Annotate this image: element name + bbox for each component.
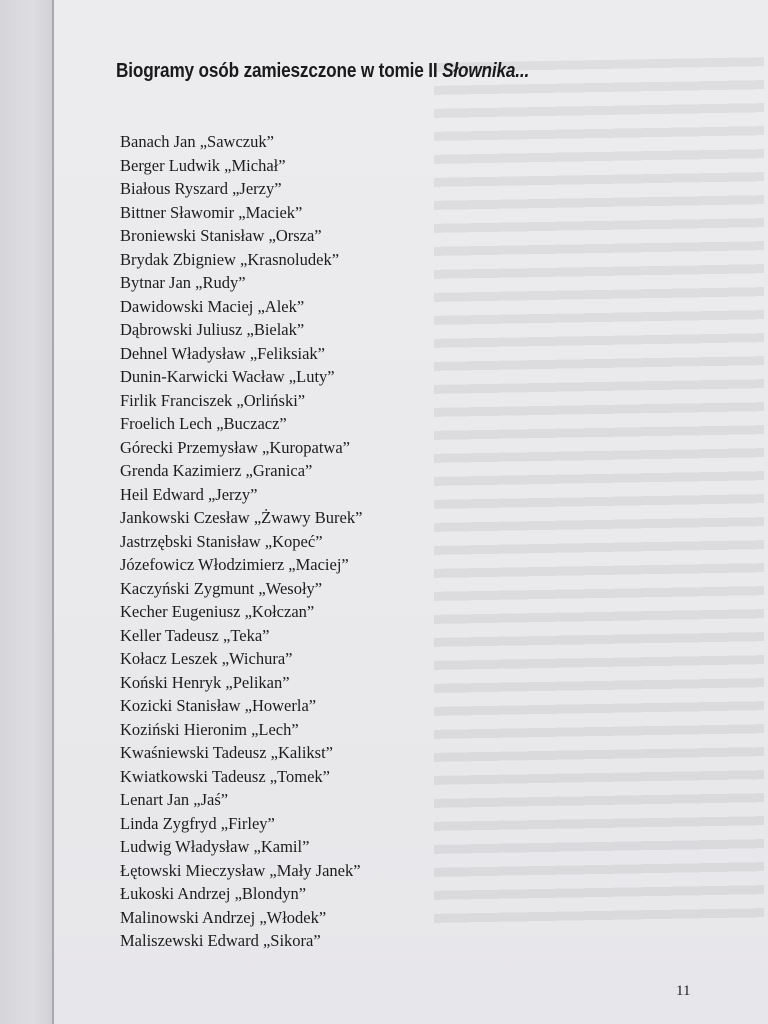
biography-list [120, 130, 362, 953]
list-item: Bytnar Jan „Rudy” [120, 273, 246, 292]
list-item: Kecher Eugeniusz „Kołczan” [120, 602, 315, 621]
list-item: Keller Tadeusz „Teka” [120, 625, 270, 645]
list-item: Berger Ludwik „Michał” [120, 155, 286, 175]
list-item: Lenart Jan „Jaś” [120, 790, 229, 809]
list-item: Łętowski Mieczysław „Mały Janek” [120, 860, 361, 880]
list-item: Dawidowski Maciej „Alek” [120, 296, 305, 316]
list-item: Bittner Sławomir „Maciek” [120, 202, 303, 222]
list-item: Froelich Lech „Buczacz” [120, 414, 287, 433]
title-italic-text: Słownika... [442, 60, 530, 82]
list-item: Kaczyński Zygmunt „Wesoły” [120, 578, 323, 598]
list-item: Heil Edward „Jerzy” [120, 484, 258, 504]
list-item: Maliszewski Edward „Sikora” [120, 931, 321, 950]
list-item: Dunin-Karwicki Wacław „Luty” [120, 367, 335, 386]
list-item: Koński Henryk „Pelikan” [120, 672, 290, 692]
show-through-text [434, 57, 764, 933]
list-item: Górecki Przemysław „Kuropatwa” [120, 437, 350, 457]
title-text: Biogramy osób zamieszczone w tomie II [116, 60, 443, 82]
list-item: Jastrzębski Stanisław „Kopeć” [120, 531, 323, 551]
list-item: Grenda Kazimierz „Granica” [120, 461, 313, 480]
list-item: Łukoski Andrzej „Blondyn” [120, 884, 307, 903]
list-item: Koziński Hieronim „Lech” [120, 719, 299, 739]
page-title [116, 58, 632, 84]
list-item: Kwiatkowski Tadeusz „Tomek” [120, 766, 330, 786]
list-item: Malinowski Andrzej „Włodek” [120, 907, 327, 927]
list-item: Firlik Franciszek „Orliński” [120, 390, 306, 410]
list-item: Kwaśniewski Tadeusz „Kalikst” [120, 743, 333, 762]
page-number: 11 [676, 983, 691, 999]
list-item: Kozicki Stanisław „Howerla” [120, 696, 317, 715]
list-item: Banach Jan „Sawczuk” [120, 132, 274, 151]
list-item: Linda Zygfryd „Firley” [120, 813, 275, 833]
list-item: Kołacz Leszek „Wichura” [120, 649, 293, 668]
list-item: Białous Ryszard „Jerzy” [120, 179, 282, 198]
list-item: Dehnel Władysław „Feliksiak” [120, 343, 325, 363]
list-item: Jankowski Czesław „Żwawy Burek” [120, 508, 363, 527]
list-item: Józefowicz Włodzimierz „Maciej” [120, 555, 349, 574]
list-item: Ludwig Władysław „Kamil” [120, 837, 310, 856]
book-page [54, 0, 768, 1024]
list-item: Dąbrowski Juliusz „Bielak” [120, 320, 305, 339]
list-item: Broniewski Stanisław „Orsza” [120, 226, 322, 245]
facing-page-edge [0, 0, 56, 1024]
list-item: Brydak Zbigniew „Krasnoludek” [120, 249, 340, 269]
